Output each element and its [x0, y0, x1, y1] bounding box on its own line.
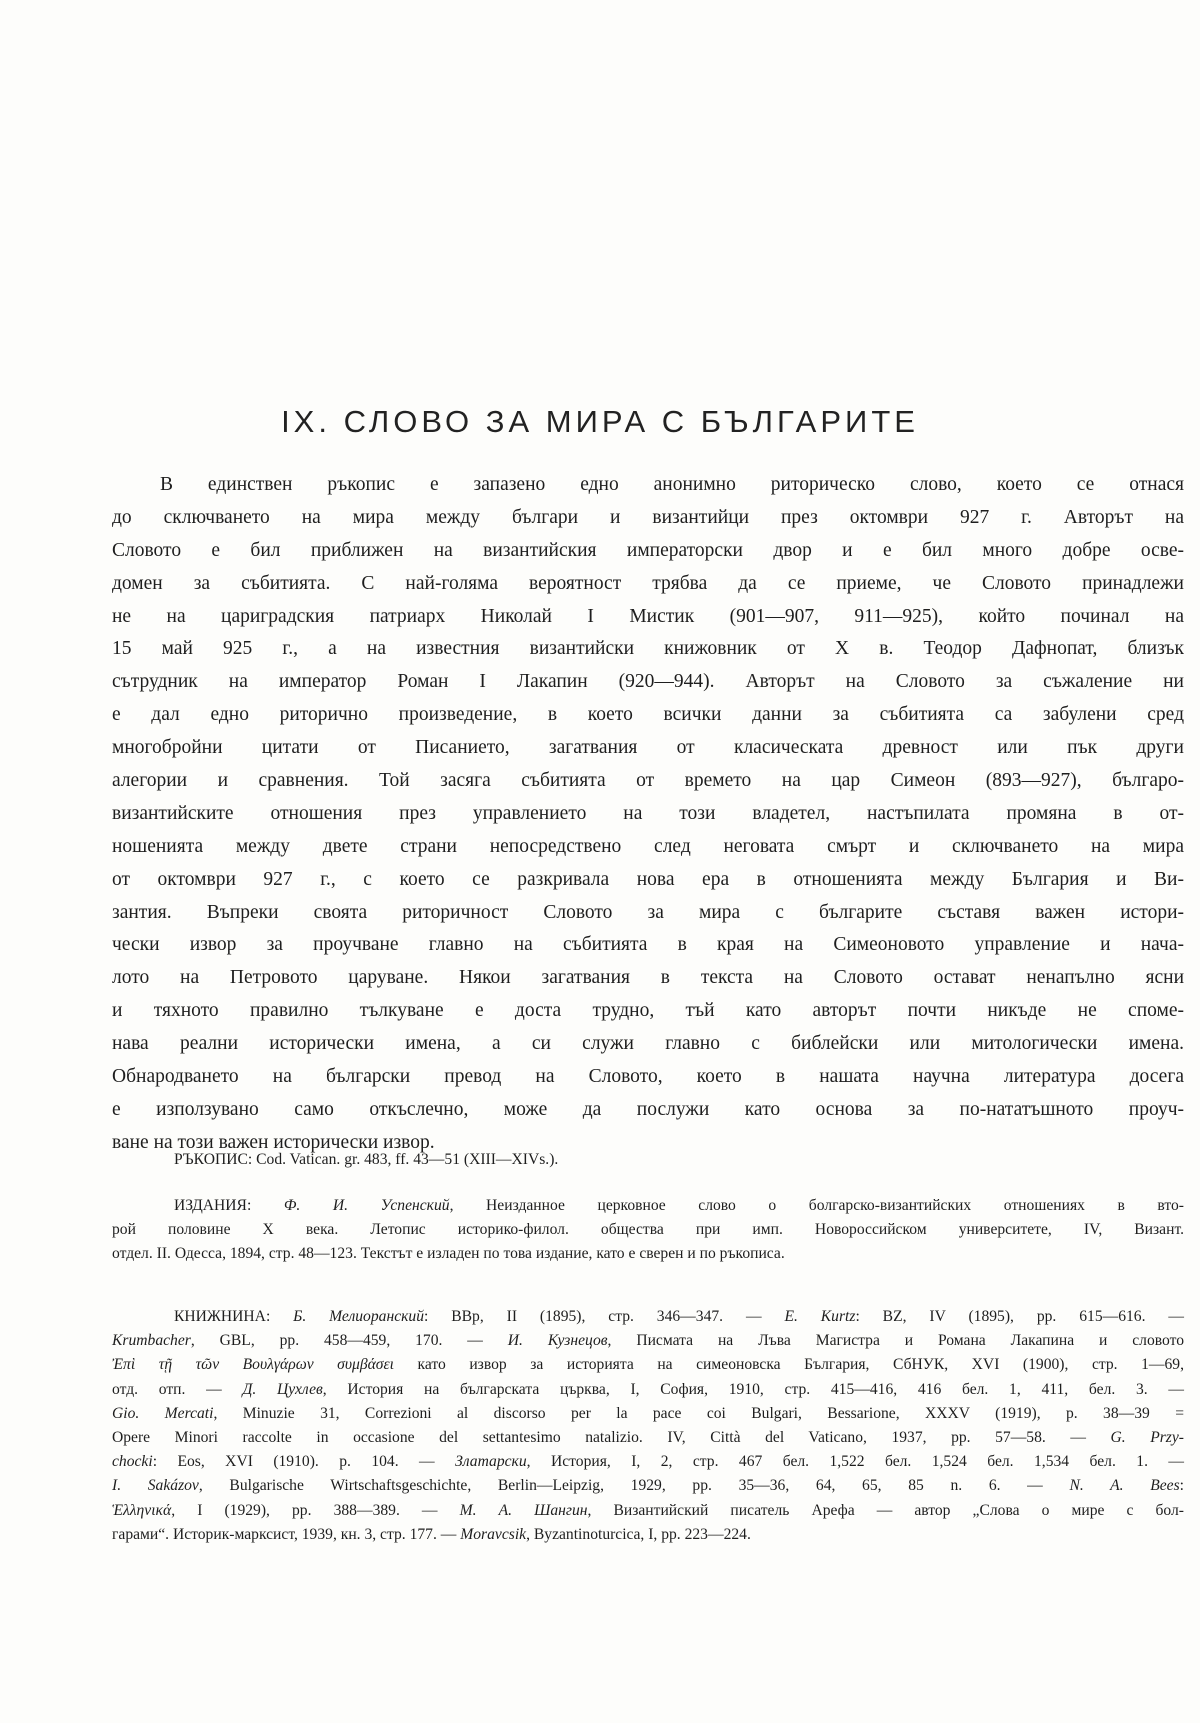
literature-line: [112, 1523, 1184, 1547]
body-line: сътрудник на император Роман I Лакапин (920—944). Авторът на Словото за съжаление ни: [112, 671, 1184, 693]
citation-author: Moravcsik: [460, 1525, 527, 1543]
citation-text: , История, I, 2, стр. 467 бел. 1,522 бел. 1,524 бел. 1,534 бел. 1. —: [526, 1453, 1184, 1471]
citation-author: Златарски: [455, 1453, 527, 1471]
citation-text: , Писмата на Лъва Магистра и Романа Лакапина и словото: [607, 1332, 1184, 1350]
citation-author: Krumbacher: [112, 1332, 191, 1350]
editions-author: Ф. И. Успенский: [283, 1197, 450, 1214]
manuscript-text: Cod. Vatican. gr. 483, ff. 43—51 (XIII—XIVs.).: [256, 1151, 559, 1168]
editions-line: отдел. II. Одесса, 1894, стр. 48—123. Текстът е изладен по това издание, като е сверен и по ръкописа.: [112, 1245, 785, 1263]
citation-author: М. А. Шангин: [459, 1501, 588, 1519]
body-line: е използувано само откъслечно, може да послужи като основа за по-нататъшното проуч-: [112, 1098, 1184, 1120]
body-line: е дал едно риторично произведение, в което всички данни за събитията са забулени сред: [112, 704, 1184, 726]
citation-text: : BZ, IV (1895), pp. 615—616. —: [855, 1308, 1184, 1325]
body-line: византийските отношения през управлението на този владетел, настъпилата промяна в от-: [112, 802, 1184, 824]
manuscript-label: РЪКОПИС:: [174, 1151, 257, 1168]
literature-line: [112, 1474, 1184, 1498]
citation-text: Opere Minori raccolte in occasione del settantesimo natalizio. IV, Città del Vaticano, 1937, pp. 57—58. —: [112, 1428, 1111, 1446]
citation-text: , I (1929), pp. 388—389. —: [171, 1501, 460, 1519]
body-line: и тяхното правилно тълкуване е доста трудно, тъй като авторът почти никъде не споме-: [112, 1000, 1184, 1022]
literature-label: КНИЖНИНА:: [174, 1308, 294, 1325]
citation-text: отд. отп. —: [112, 1380, 243, 1398]
body-line: Обнародването на български превод на Словото, което в нашата научна литература досега: [112, 1066, 1184, 1088]
body-line: зантия. Въпреки своята риторичност Словото за мира с българите съставя важен истори-: [112, 901, 1184, 923]
literature-line: [112, 1305, 1184, 1329]
editions-note: [112, 1194, 1184, 1267]
citation-text: , Byzantinoturcica, I, pp. 223—224.: [526, 1525, 751, 1543]
body-line: многобройни цитати от Писанието, загатвания от класическата древност или пък други: [112, 737, 1184, 759]
literature-line: [112, 1499, 1184, 1523]
citation-author: E. Kurtz: [784, 1308, 856, 1325]
citation-author: I. Sakázov: [112, 1477, 199, 1495]
citation-author: G. Przy-: [1110, 1428, 1184, 1446]
body-line: чески извор за проучване главно на събитията в края на Симеоновото управление и нача-: [112, 934, 1184, 956]
body-line: ношенията между двете страни непосредствено след неговата смърт и сключването на мира: [112, 835, 1184, 857]
body-line: Словото е бил приближен на византийския императорски двор и е бил много добре осве-: [112, 539, 1184, 561]
body-line: ване на този важен исторически извор.: [112, 1131, 435, 1153]
citation-author: Ἑλληνικά: [112, 1501, 172, 1519]
citation-text: , История на българската църква, I, София, 1910, стр. 415—416, 416 бел. 1, 411, бел. 3. —: [322, 1380, 1184, 1398]
citation-author: Б. Мелиоранский: [293, 1308, 424, 1325]
citation-text: :: [1179, 1477, 1184, 1495]
literature-note: [112, 1305, 1184, 1547]
citation-author: Ἐπὶ τῇ τῶν Βουλγάρων συμβάσει: [112, 1356, 394, 1374]
editions-line: рой половине X века. Летопис историко-филол. общества при имп. Новороссийском университете, IV, Визант.: [112, 1221, 1184, 1239]
citation-author: chocki: [112, 1453, 153, 1471]
editions-text: , Неизданное церковное слово о болгарско-византийских отношениях в вто-: [449, 1197, 1184, 1214]
body-line: нава реални исторически имена, а си служи главно с библейски или митологически имена.: [112, 1033, 1184, 1055]
literature-line: [112, 1426, 1184, 1450]
body-line: 15 май 925 г., а на известния византийски книжовник от X в. Теодор Дафнопат, близък: [112, 638, 1184, 660]
literature-line: [112, 1378, 1184, 1402]
literature-line: [112, 1402, 1184, 1426]
body-line: не на цариградския патриарх Николай I Мистик (901—907, 911—925), който починал на: [112, 605, 1184, 627]
citation-text: , Minuzie 31, Correzioni al discorso per la pace coi Bulgari, Bessarione, XXXV (1919), p. 38—39 =: [213, 1404, 1184, 1422]
citation-text: , GBL, pp. 458—459, 170. —: [190, 1332, 508, 1350]
citation-text: , Византийский писатель Арефа — автор „Слова о мире с бол-: [587, 1501, 1184, 1519]
body-line: В единствен ръкопис е запазено едно анонимно риторическо слово, което се отнася: [160, 474, 1184, 495]
citation-text: : BBp, II (1895), стр. 346—347. —: [424, 1308, 785, 1325]
manuscript-note: [112, 1148, 1184, 1172]
citation-text: : Eos, XVI (1910). p. 104. —: [152, 1453, 456, 1471]
citation-text: , Bulgarische Wirtschaftsgeschichte, Berlin—Leipzig, 1929, pp. 35—36, 64, 65, 85 n. 6. —: [198, 1477, 1070, 1495]
citation-text: като извор за историята на симеоновска България, СбНУК, XVI (1900), стр. 1—69,: [393, 1356, 1184, 1374]
literature-line: [112, 1450, 1184, 1474]
citation-author: Д. Цухлев: [242, 1380, 323, 1398]
body-line: алегории и сравнения. Той засяга събитията от времето на цар Симеон (893—927), българо-: [112, 770, 1184, 792]
citation-author: Gio. Mercati: [112, 1404, 214, 1422]
editions-line: [112, 1194, 1184, 1218]
chapter-title: IX. СЛОВО ЗА МИРА С БЪЛГАРИТЕ: [281, 404, 919, 439]
body-line: лото на Петровото царуване. Някои загатвания в текста на Словото остават ненапълно ясни: [112, 967, 1184, 989]
editions-label: ИЗДАНИЯ:: [174, 1197, 284, 1214]
citation-text: гарами“. Историк-марксист, 1939, кн. 3, стр. 177. —: [112, 1525, 461, 1543]
literature-line: [112, 1329, 1184, 1353]
citation-author: N. A. Bees: [1069, 1477, 1180, 1495]
body-line: от октомври 927 г., с което се разкривала нова ера в отношенията между България и Ви-: [112, 868, 1184, 890]
body-text: [112, 469, 1184, 1160]
manuscript-line: [112, 1148, 1184, 1172]
literature-line: [112, 1353, 1184, 1377]
citation-author: И. Кузнецов: [507, 1332, 608, 1350]
body-line: домен за събитията. С най-голяма вероятност трябва да се приеме, че Словото принадлежи: [112, 572, 1184, 594]
body-line: до сключването на мира между българи и византийци през октомври 927 г. Авторът на: [112, 506, 1184, 528]
